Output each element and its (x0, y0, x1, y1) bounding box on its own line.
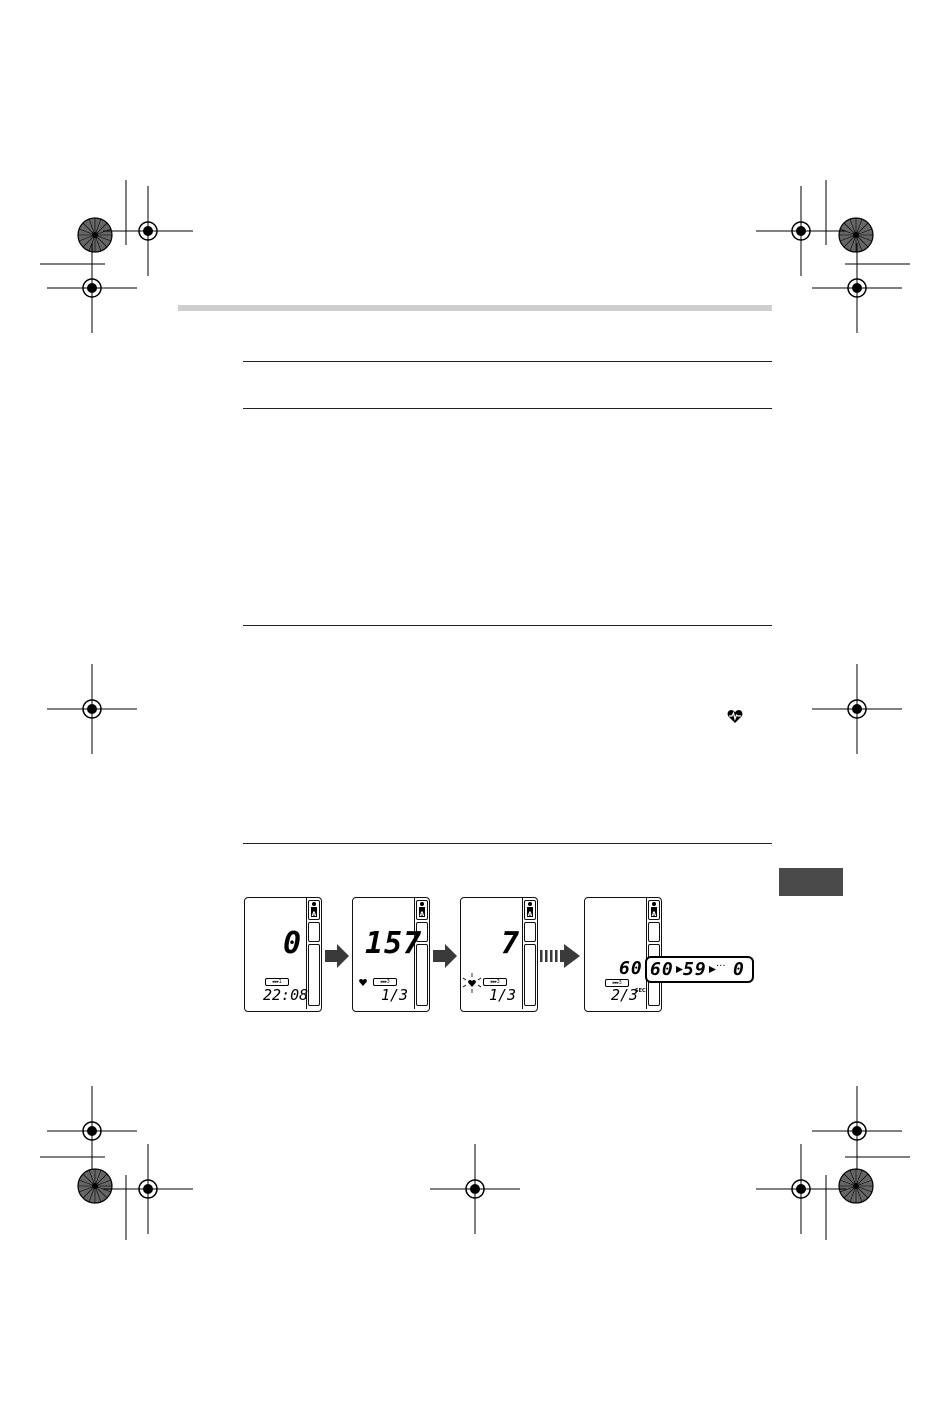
svg-text:A: A (527, 911, 533, 918)
countdown-callout (645, 956, 754, 983)
memory-badge: ▸▸▸3 (483, 978, 507, 986)
arrow-icon (676, 966, 683, 973)
countdown-dots: ··· (716, 961, 726, 972)
bottom-left-marks (40, 1086, 193, 1240)
sec-label: SEC (635, 988, 646, 994)
arrow-right-1 (325, 944, 349, 968)
lcd-side-column (646, 898, 660, 1009)
lcd-screen-measuring (460, 897, 538, 1012)
lcd-main-value: 0 (283, 926, 303, 961)
svg-text:A: A (651, 911, 657, 918)
memory-badge: ▸▸▸3 (605, 979, 629, 987)
user-a-indicator (308, 900, 320, 920)
user-a-indicator (648, 900, 660, 920)
arrow-icon (709, 966, 716, 973)
blinking-heart-icon (461, 972, 483, 994)
lcd-main-value: 157 (365, 926, 423, 961)
countdown-start: 60 (650, 959, 674, 980)
lcd-side-column (522, 898, 536, 1009)
bottom-right-marks (756, 1086, 910, 1240)
middle-left-mark (47, 664, 137, 754)
lcd-count: 1/3 (381, 986, 409, 1004)
top-right-marks (756, 180, 910, 333)
memory-badge: ▸▸▸3 (373, 978, 397, 986)
lcd-main-value: 7 (501, 926, 521, 961)
countdown-next: 59 (683, 959, 707, 980)
lcd-countdown-value: 60 (619, 958, 643, 979)
svg-text:A: A (419, 911, 425, 918)
svg-text:A: A (311, 911, 317, 918)
section-rule-1 (243, 361, 772, 362)
arrow-right-2 (433, 944, 457, 968)
lcd-screen-inflating (352, 897, 430, 1012)
heart-icon (359, 979, 367, 986)
chapter-tab (779, 868, 843, 896)
section-rule-2 (243, 408, 772, 409)
bottom-center-mark (430, 1144, 520, 1234)
lcd-screen-countdown (584, 897, 662, 1012)
lcd-count: 1/3 (489, 986, 517, 1004)
striped-arrow-right (540, 944, 580, 968)
lcd-screen-clock (244, 897, 322, 1012)
top-left-marks (40, 180, 193, 333)
lcd-time: 22:08 (263, 986, 309, 1004)
heart-pulse-icon (727, 709, 743, 724)
user-a-indicator (416, 900, 428, 920)
section-rule-4 (243, 843, 772, 844)
memory-badge: ▸▸▸1 (265, 978, 289, 986)
countdown-end: 0 (733, 959, 745, 980)
user-a-indicator (524, 900, 536, 920)
header-bar (178, 305, 772, 311)
lcd-count: 2/3 (611, 986, 639, 1004)
section-rule-3 (243, 625, 772, 626)
middle-right-mark (812, 664, 902, 754)
